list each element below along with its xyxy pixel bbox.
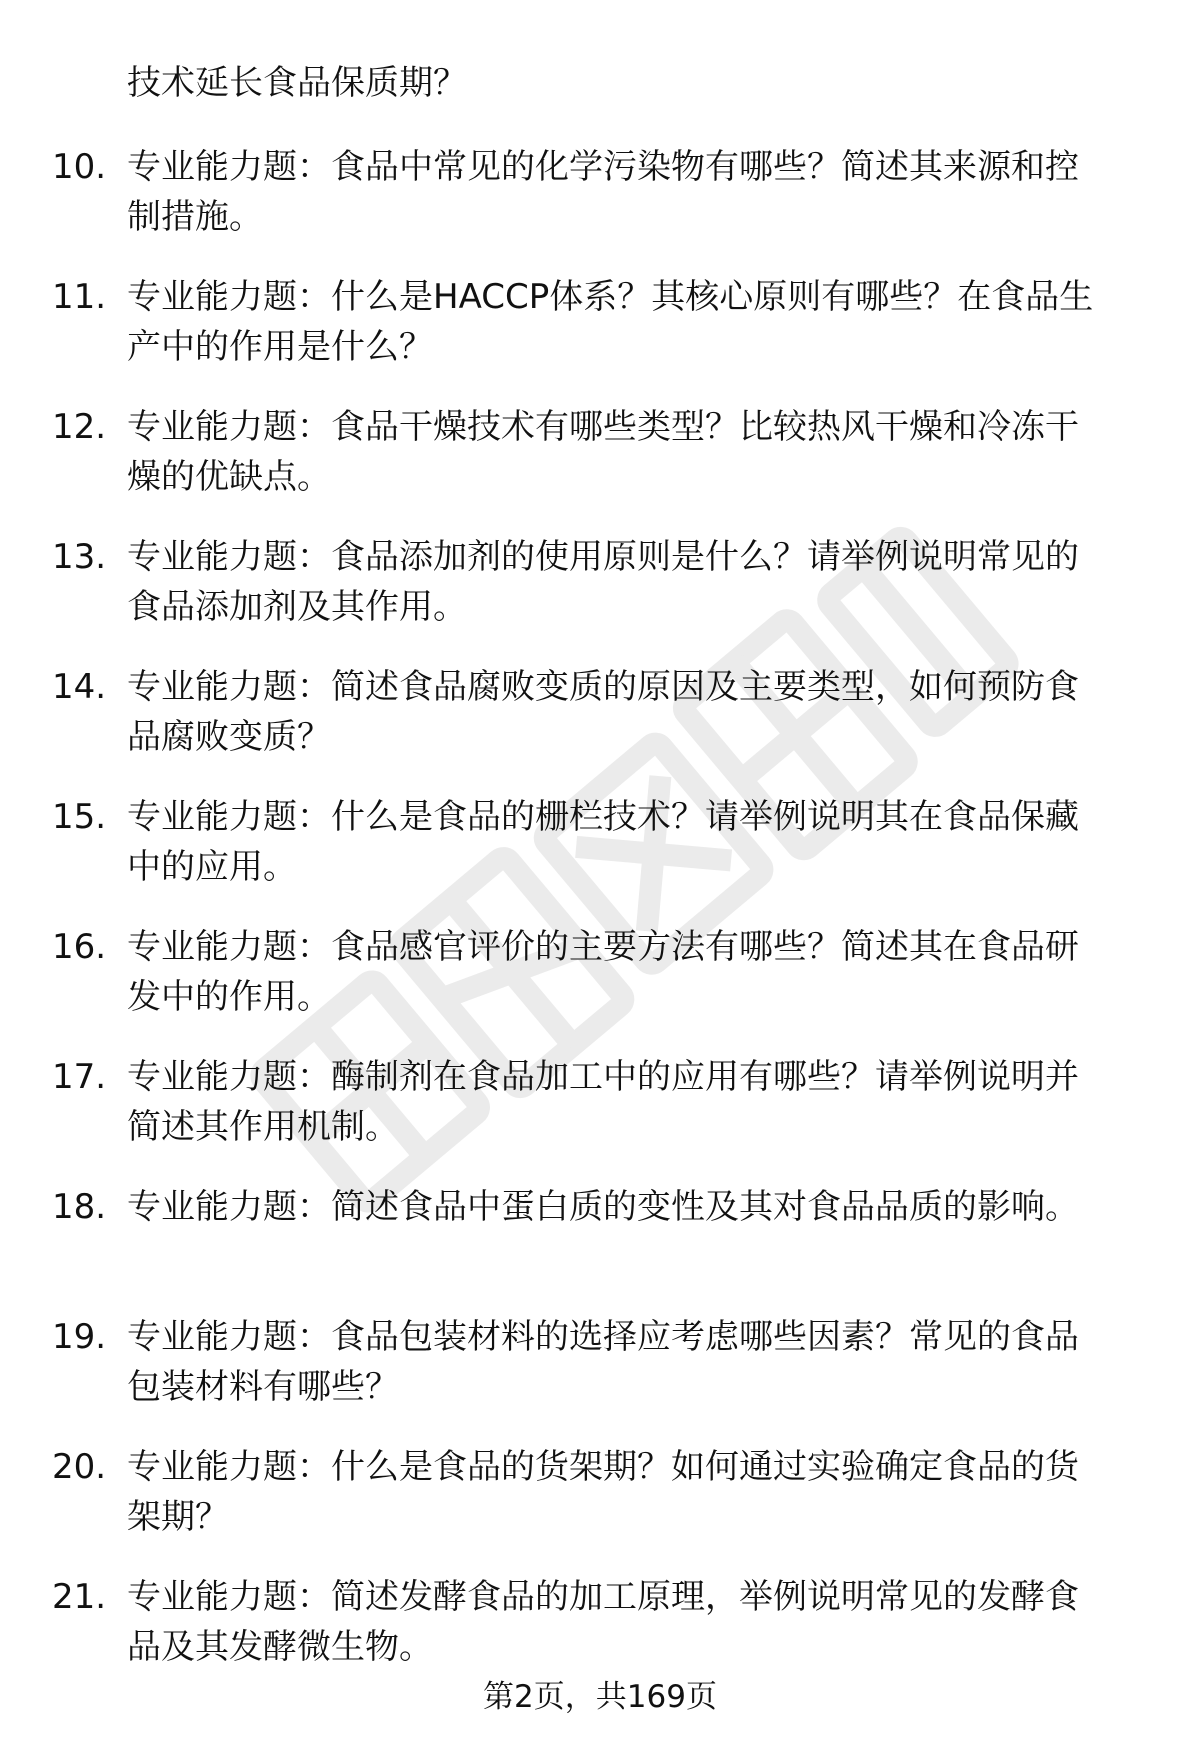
question-text <box>127 402 1152 502</box>
question-text <box>127 532 1152 632</box>
question-text-line: 专业能力题：食品感官评价的主要方法有哪些？简述其在食品研 <box>127 927 1079 967</box>
question-item <box>0 532 1200 662</box>
question-item <box>0 1052 1200 1182</box>
question-text-line: 燥的优缺点。 <box>127 457 331 497</box>
question-number: 18. <box>52 1187 107 1227</box>
question-number: 12. <box>52 407 107 447</box>
question-item <box>0 1312 1200 1442</box>
question-text-line: 专业能力题：食品添加剂的使用原则是什么？请举例说明常见的 <box>127 537 1079 577</box>
question-text <box>127 1312 1152 1412</box>
question-text <box>127 792 1152 892</box>
question-number: 10. <box>52 147 107 187</box>
question-text-line: 品腐败变质？ <box>127 717 331 757</box>
question-text <box>127 1052 1152 1152</box>
question-list <box>0 142 1200 1702</box>
question-text-line: 专业能力题：什么是HACCP体系？其核心原则有哪些？在食品生 <box>127 277 1094 317</box>
question-number: 19. <box>52 1317 107 1357</box>
question-text-line: 专业能力题：食品中常见的化学污染物有哪些？简述其来源和控 <box>127 147 1079 187</box>
page-footer: 第2页，共169页 <box>483 1679 717 1715</box>
question-text <box>127 142 1152 242</box>
question-text-line: 专业能力题：酶制剂在食品加工中的应用有哪些？请举例说明并 <box>127 1057 1079 1097</box>
question-number: 17. <box>52 1057 107 1097</box>
question-text-line: 架期？ <box>127 1497 229 1537</box>
question-text <box>127 1572 1152 1672</box>
question-number: 21. <box>52 1577 107 1617</box>
continuation-text: 技术延长食品保质期？ <box>127 63 467 103</box>
question-text-line: 制措施。 <box>127 197 263 237</box>
question-text-line: 专业能力题：简述食品腐败变质的原因及主要类型，如何预防食 <box>127 667 1079 707</box>
question-text-line: 专业能力题：什么是食品的栅栏技术？请举例说明其在食品保藏 <box>127 797 1079 837</box>
question-item <box>0 922 1200 1052</box>
question-text-line: 中的应用。 <box>127 847 297 887</box>
question-text <box>127 272 1152 372</box>
question-item <box>0 142 1200 272</box>
question-number: 13. <box>52 537 107 577</box>
question-text-line: 专业能力题：什么是食品的货架期？如何通过实验确定食品的货 <box>127 1447 1079 1487</box>
question-text-line: 发中的作用。 <box>127 977 331 1017</box>
question-text-line: 专业能力题：食品包装材料的选择应考虑哪些因素？常见的食品 <box>127 1317 1079 1357</box>
question-text-line: 包装材料有哪些？ <box>127 1367 399 1407</box>
question-text <box>127 1442 1152 1542</box>
question-item <box>0 662 1200 792</box>
question-item <box>0 402 1200 532</box>
question-item <box>0 1182 1200 1312</box>
question-item <box>0 272 1200 402</box>
question-text <box>127 662 1152 762</box>
question-text <box>127 1182 1152 1232</box>
question-number: 14. <box>52 667 107 707</box>
question-text-line: 专业能力题：简述食品中蛋白质的变性及其对食品品质的影响。 <box>127 1187 1079 1227</box>
question-item <box>0 1442 1200 1572</box>
question-text-line: 简述其作用机制。 <box>127 1107 399 1147</box>
question-text <box>127 922 1152 1022</box>
question-text-line: 专业能力题：食品干燥技术有哪些类型？比较热风干燥和冷冻干 <box>127 407 1079 447</box>
question-number: 11. <box>52 277 107 317</box>
question-item <box>0 792 1200 922</box>
question-text-line: 品及其发酵微生物。 <box>127 1627 433 1667</box>
question-text-line: 食品添加剂及其作用。 <box>127 587 467 627</box>
question-number: 15. <box>52 797 107 837</box>
question-number: 16. <box>52 927 107 967</box>
question-text-line: 产中的作用是什么？ <box>127 327 433 367</box>
question-number: 20. <box>52 1447 107 1487</box>
question-text-line: 专业能力题：简述发酵食品的加工原理，举例说明常见的发酵食 <box>127 1577 1079 1617</box>
